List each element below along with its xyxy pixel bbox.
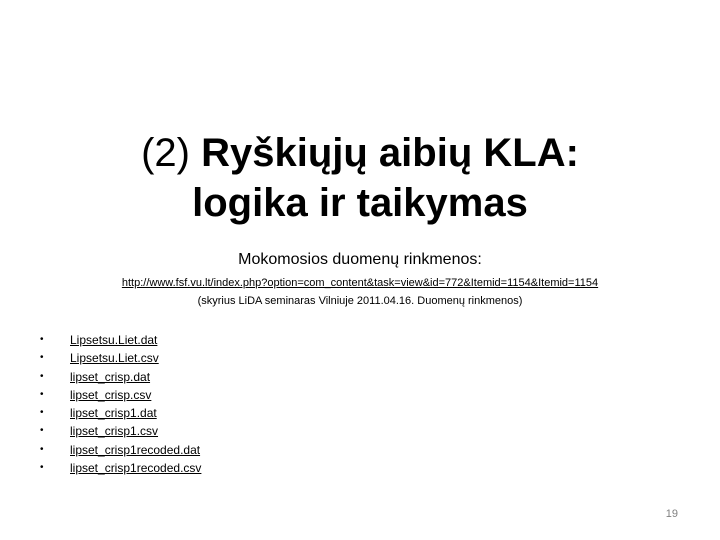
file-link[interactable]: Lipsetsu.Liet.csv xyxy=(70,351,159,366)
title-number: (2) xyxy=(141,131,190,175)
bullet: • xyxy=(40,443,44,455)
file-link[interactable]: Lipsetsu.Liet.dat xyxy=(70,333,158,347)
bullet: • xyxy=(40,425,44,437)
subtitle: Mokomosios duomenų rinkmenos: xyxy=(238,251,482,268)
title-line-1 xyxy=(60,128,660,178)
bullet: • xyxy=(40,388,44,400)
bullet: • xyxy=(40,352,44,364)
bullet: • xyxy=(40,462,44,474)
bullet: • xyxy=(40,334,44,345)
source-note: (skyrius LiDA seminaras Vilniuje 2011.04.16. Duomenų rinkmenos) xyxy=(197,295,523,307)
bullet: • xyxy=(40,407,44,419)
file-link[interactable]: lipset_crisp.csv xyxy=(70,387,152,402)
file-link[interactable]: lipset_crisp1.csv xyxy=(70,424,159,439)
file-link[interactable]: lipset_crisp1.dat xyxy=(70,406,157,421)
title-line-2: logika ir taikymas xyxy=(192,181,528,225)
file-link[interactable]: lipset_crisp.dat xyxy=(70,369,151,384)
page-number: 19 xyxy=(665,508,678,520)
title-line-1-text: Ryškiųjų aibių KLA: xyxy=(201,131,579,175)
file-link[interactable]: lipset_crisp1recoded.csv xyxy=(70,461,202,476)
file-link[interactable]: lipset_crisp1recoded.dat xyxy=(70,442,201,457)
slide-title xyxy=(60,128,660,228)
url-line xyxy=(0,276,720,290)
source-url-link[interactable]: http://www.fsf.vu.lt/index.php?option=com_content&task=view&id=772&Itemid=1154&Itemid=1154 xyxy=(121,277,599,289)
bullet: • xyxy=(40,370,44,382)
